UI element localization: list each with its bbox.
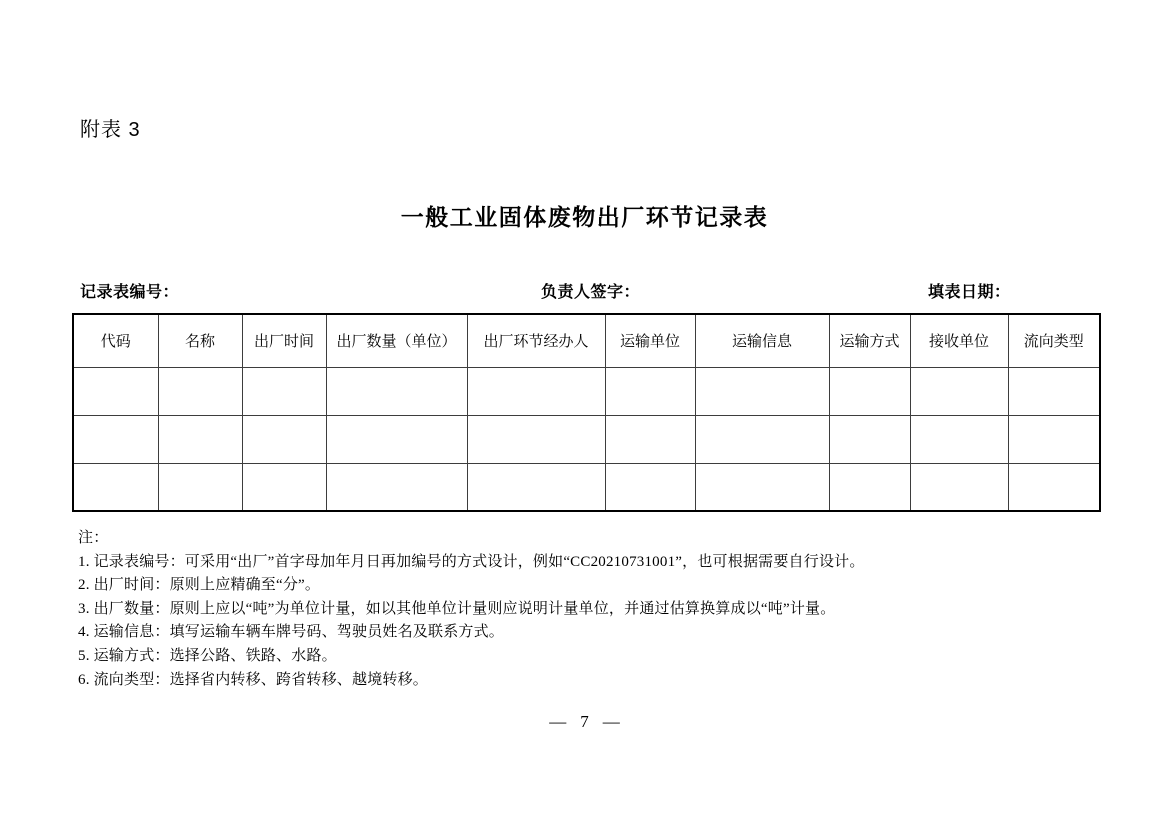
- note-item: 5. 运输方式：选择公路、铁路、水路。: [78, 647, 337, 664]
- note-item: 6. 流向类型：选择省内转移、跨省转移、越境转移。: [78, 671, 429, 688]
- table-cell: [73, 463, 158, 511]
- table-row: [73, 463, 1100, 511]
- record-number-label: 记录表编号：: [80, 284, 180, 301]
- table-cell: [242, 367, 326, 415]
- table-cell: [695, 415, 829, 463]
- table-cell: [695, 463, 829, 511]
- table-row: [73, 367, 1100, 415]
- notes-heading: 注：: [78, 530, 109, 546]
- fill-date-label: 填表日期：: [928, 284, 1011, 301]
- table-cell: [242, 415, 326, 463]
- column-header-exit-quantity: 出厂数量（单位）: [326, 314, 467, 367]
- table-cell: [158, 415, 242, 463]
- page-title: 一般工业固体废物出厂环节记录表: [400, 204, 769, 230]
- table-cell: [73, 415, 158, 463]
- table-row: [73, 415, 1100, 463]
- table-cell: [158, 463, 242, 511]
- column-header-name: 名称: [158, 314, 242, 367]
- table-cell: [910, 415, 1008, 463]
- table-cell: [1008, 415, 1100, 463]
- note-item: 2. 出厂时间：原则上应精确至“分”。: [78, 577, 321, 594]
- meta-row: [0, 279, 1169, 301]
- table-cell: [158, 367, 242, 415]
- column-header-transport-mode: 运输方式: [829, 314, 910, 367]
- annex-label: 附表 3: [80, 119, 141, 141]
- page-footer: [0, 712, 1169, 732]
- table-cell: [605, 367, 695, 415]
- table-cell: [326, 463, 467, 511]
- column-header-code: 代码: [73, 314, 158, 367]
- table-cell: [829, 463, 910, 511]
- footer-dash-right: —: [602, 712, 620, 731]
- table-cell: [1008, 463, 1100, 511]
- table-cell: [605, 415, 695, 463]
- table-cell: [829, 415, 910, 463]
- table-cell: [242, 463, 326, 511]
- note-item: 3. 出厂数量：原则上应以“吨”为单位计量，如以其他单位计量则应说明计量单位，并通过估算换算成以“吨”计量。: [78, 600, 836, 617]
- column-header-exit-handler: 出厂环节经办人: [467, 314, 605, 367]
- table-cell: [695, 367, 829, 415]
- column-header-flow-type: 流向类型: [1008, 314, 1100, 367]
- table-cell: [73, 367, 158, 415]
- record-table: [72, 313, 1101, 512]
- table-cell: [605, 463, 695, 511]
- column-header-receiving-unit: 接收单位: [910, 314, 1008, 367]
- column-header-transport-unit: 运输单位: [605, 314, 695, 367]
- column-header-transport-info: 运输信息: [695, 314, 829, 367]
- notes-section: [78, 527, 1088, 692]
- note-item: 1. 记录表编号：可采用“出厂”首字母加年月日再加编号的方式设计，例如“CC20210731001”，也可根据需要自行设计。: [78, 553, 865, 570]
- table-cell: [467, 463, 605, 511]
- table-cell: [910, 367, 1008, 415]
- table-cell: [326, 415, 467, 463]
- page-number: 7: [580, 712, 589, 731]
- table-cell: [467, 367, 605, 415]
- table-cell: [829, 367, 910, 415]
- note-item: 4. 运输信息：填写运输车辆车牌号码、驾驶员姓名及联系方式。: [78, 624, 505, 641]
- table-cell: [467, 415, 605, 463]
- signature-label: 负责人签字：: [541, 284, 641, 301]
- footer-dash-left: —: [549, 712, 567, 731]
- table-cell: [910, 463, 1008, 511]
- table-header-row: [73, 314, 1100, 367]
- table-cell: [1008, 367, 1100, 415]
- column-header-exit-time: 出厂时间: [242, 314, 326, 367]
- table-cell: [326, 367, 467, 415]
